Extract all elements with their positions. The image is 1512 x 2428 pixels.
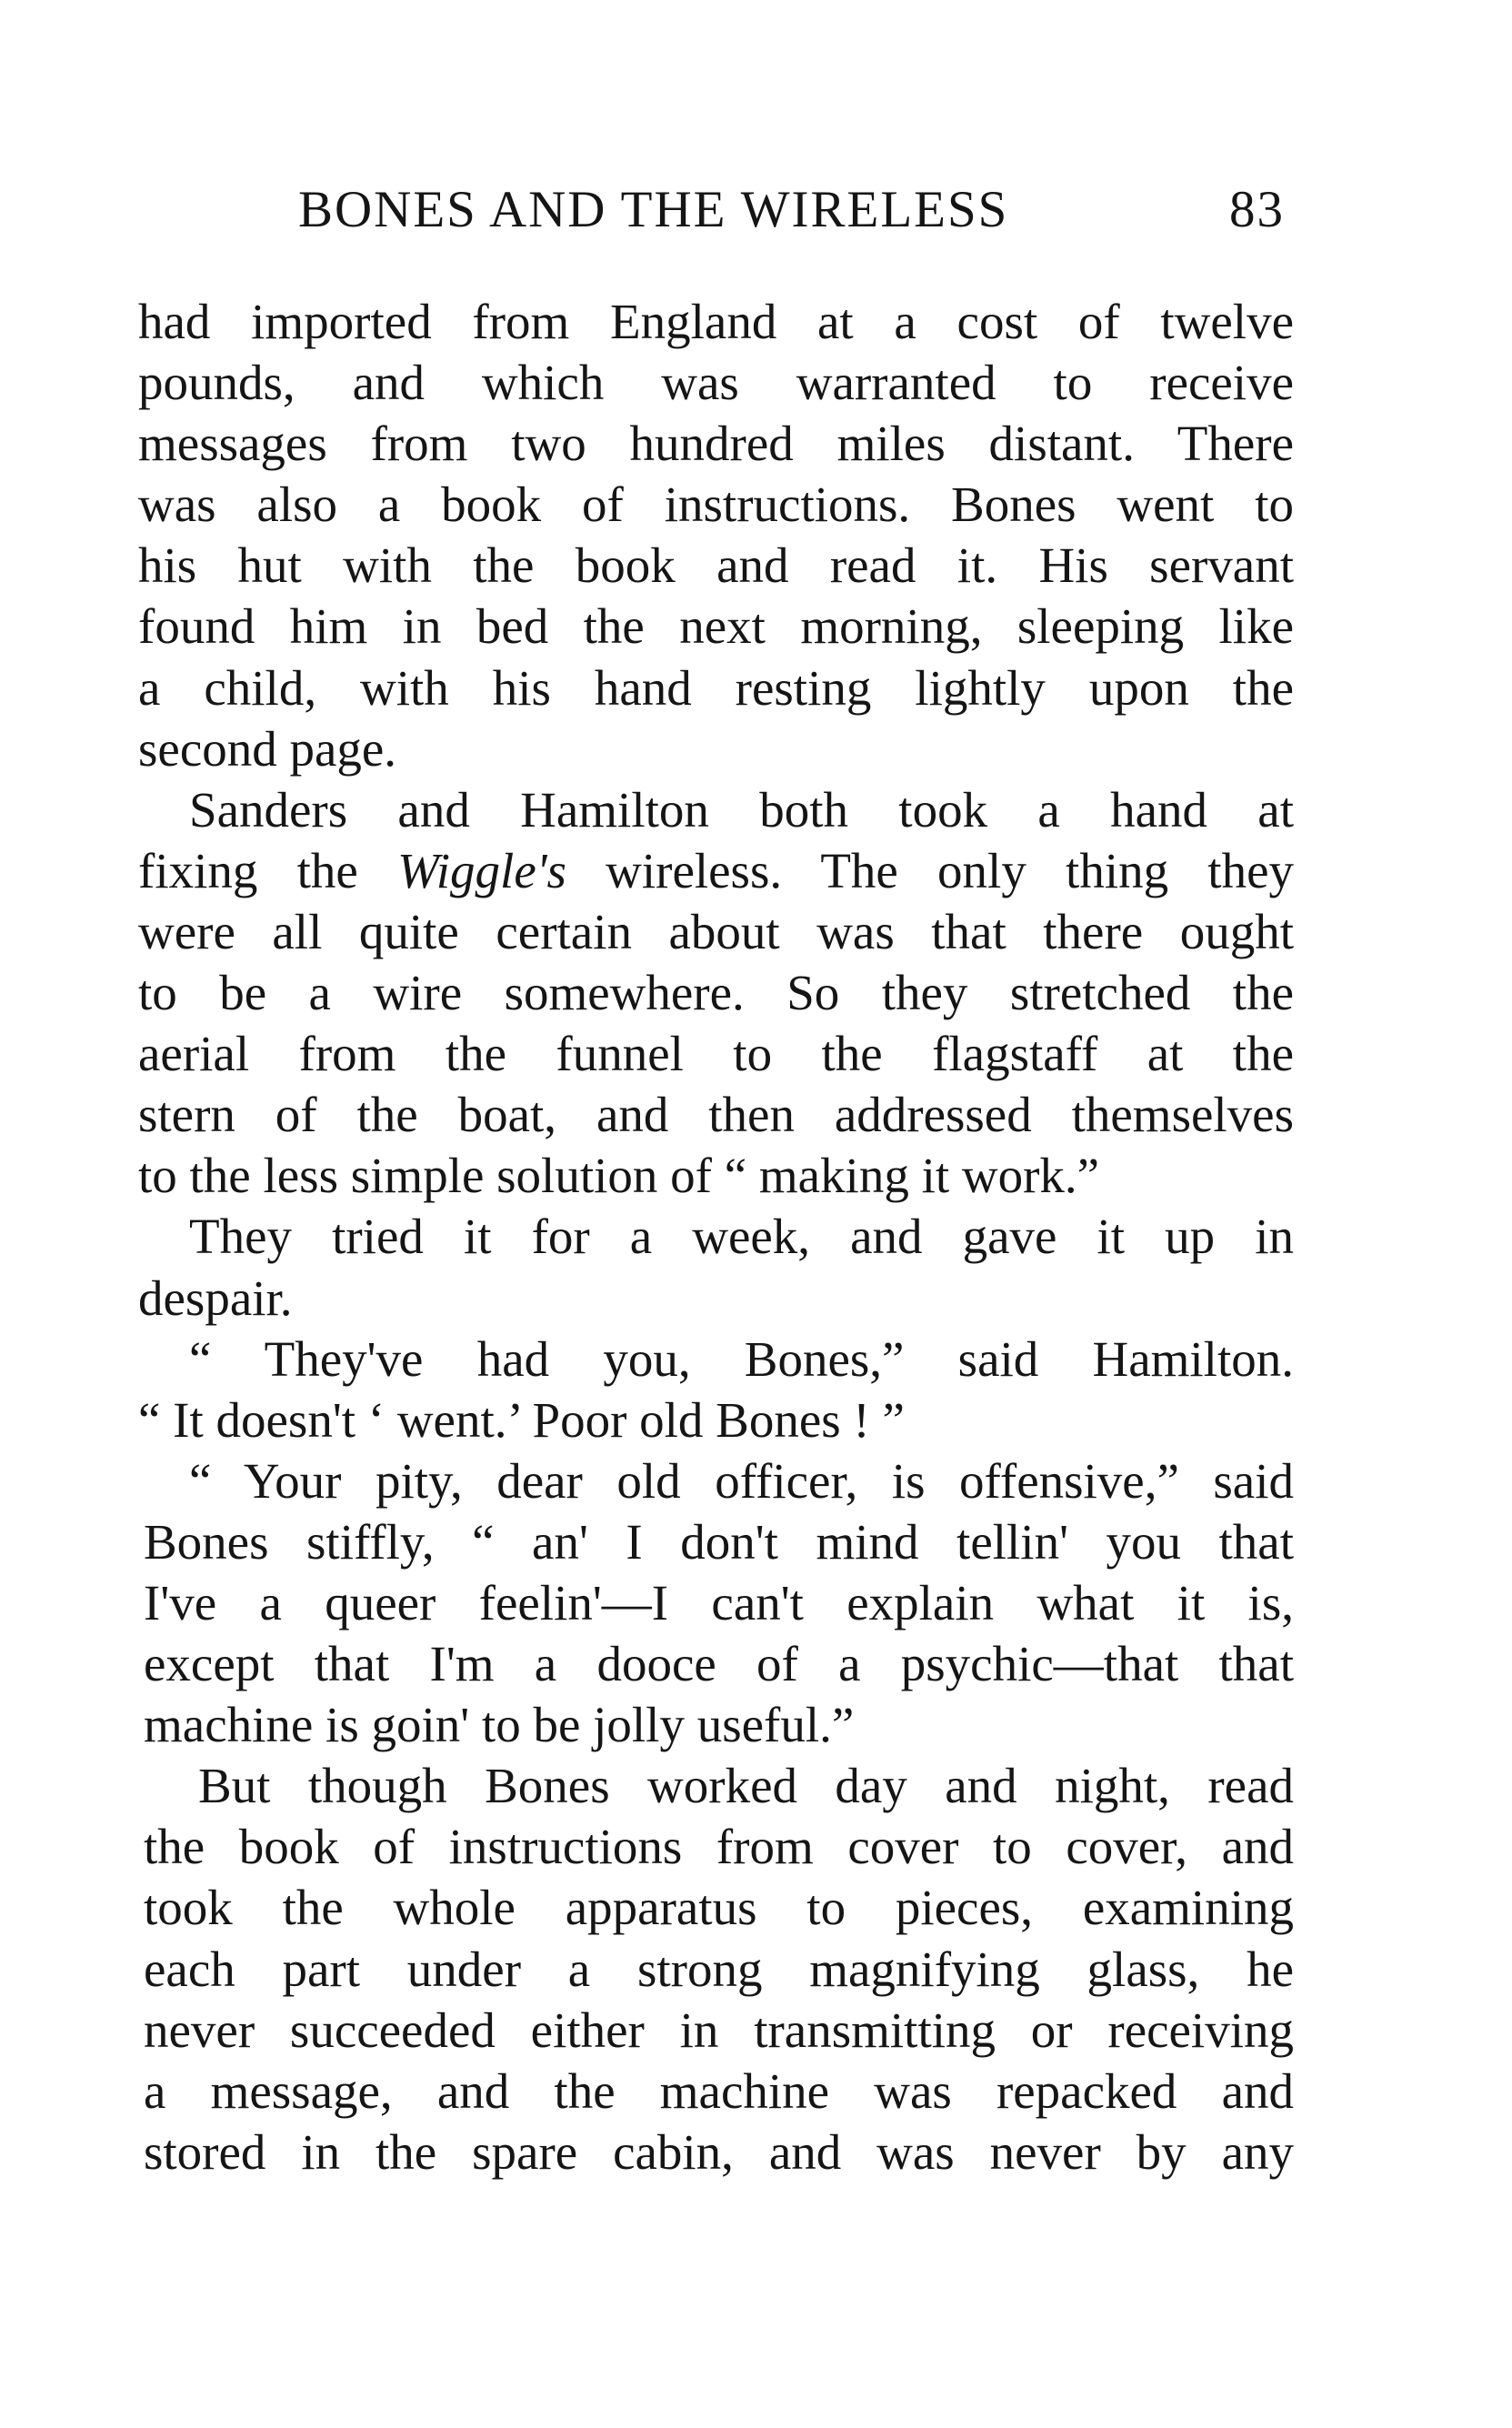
text-line: second page.: [138, 720, 397, 777]
text-line: They tried it for a week, and gave it up in: [189, 1209, 1294, 1265]
text-line: I've a queer feelin'—I can't explain what it is,: [144, 1574, 1294, 1630]
text-line: the book of instructions from cover to cover, and: [144, 1819, 1294, 1875]
text-line: But though Bones worked day and night, read: [198, 1758, 1294, 1814]
text-line: Bones stiffly, “ an' I don't mind tellin' you that: [144, 1513, 1294, 1570]
text-line: machine is goin' to be jolly useful.”: [144, 1697, 855, 1753]
text-line: despair.: [138, 1269, 293, 1326]
text-line: except that I'm a dooce of a psychic—that that: [144, 1636, 1294, 1692]
page-number: 83: [1229, 181, 1285, 238]
text-line: had imported from England at a cost of twelve: [138, 294, 1294, 349]
text-line: a child, with his hand resting lightly upon the: [138, 659, 1294, 716]
text-line: [138, 840, 1294, 901]
text-line: took the whole apparatus to pieces, examining: [144, 1880, 1294, 1936]
text-line: aerial from the funnel to the flagstaff at the: [138, 1026, 1294, 1082]
text-line: Sanders and Hamilton both took a hand at: [189, 781, 1294, 838]
running-head: [298, 180, 1285, 244]
text-segment: wireless. The only thing they: [566, 842, 1294, 898]
text-line: stern of the boat, and then addressed themselves: [138, 1087, 1294, 1143]
ship-name-italic: Wiggle's: [397, 842, 566, 898]
text-line: a message, and the machine was repacked and: [144, 2062, 1294, 2119]
text-line: each part under a strong magnifying glass, he: [144, 1941, 1294, 1997]
text-line: stored in the spare cabin, and was never by any: [144, 2123, 1294, 2180]
text-line: messages from two hundred miles distant. There: [138, 416, 1294, 472]
text-line: his hut with the book and read it. His servant: [138, 537, 1294, 594]
text-line: were all quite certain about was that there ought: [138, 903, 1294, 959]
text-line: to be a wire somewhere. So they stretched the: [138, 965, 1294, 1021]
text-line: pounds, and which was warranted to receive: [138, 355, 1294, 411]
text-line: to the less simple solution of “ making it work.”: [138, 1148, 1100, 1204]
text-line: “ It doesn't ‘ went.’ Poor old Bones ! ”: [138, 1391, 905, 1448]
running-title: BONES AND THE WIRELESS: [298, 181, 1009, 238]
body-text: [138, 291, 1294, 2182]
text-line: found him in bed the next morning, sleeping like: [138, 598, 1294, 655]
text-line: “ They've had you, Bones,” said Hamilton.: [189, 1330, 1294, 1387]
text-line: “ Your pity, dear old officer, is offensive,” said: [189, 1452, 1294, 1509]
text-line: never succeeded either in transmitting or receiving: [144, 2002, 1294, 2058]
text-segment: fixing the: [138, 842, 397, 898]
text-line: was also a book of instructions. Bones went to: [138, 477, 1294, 533]
